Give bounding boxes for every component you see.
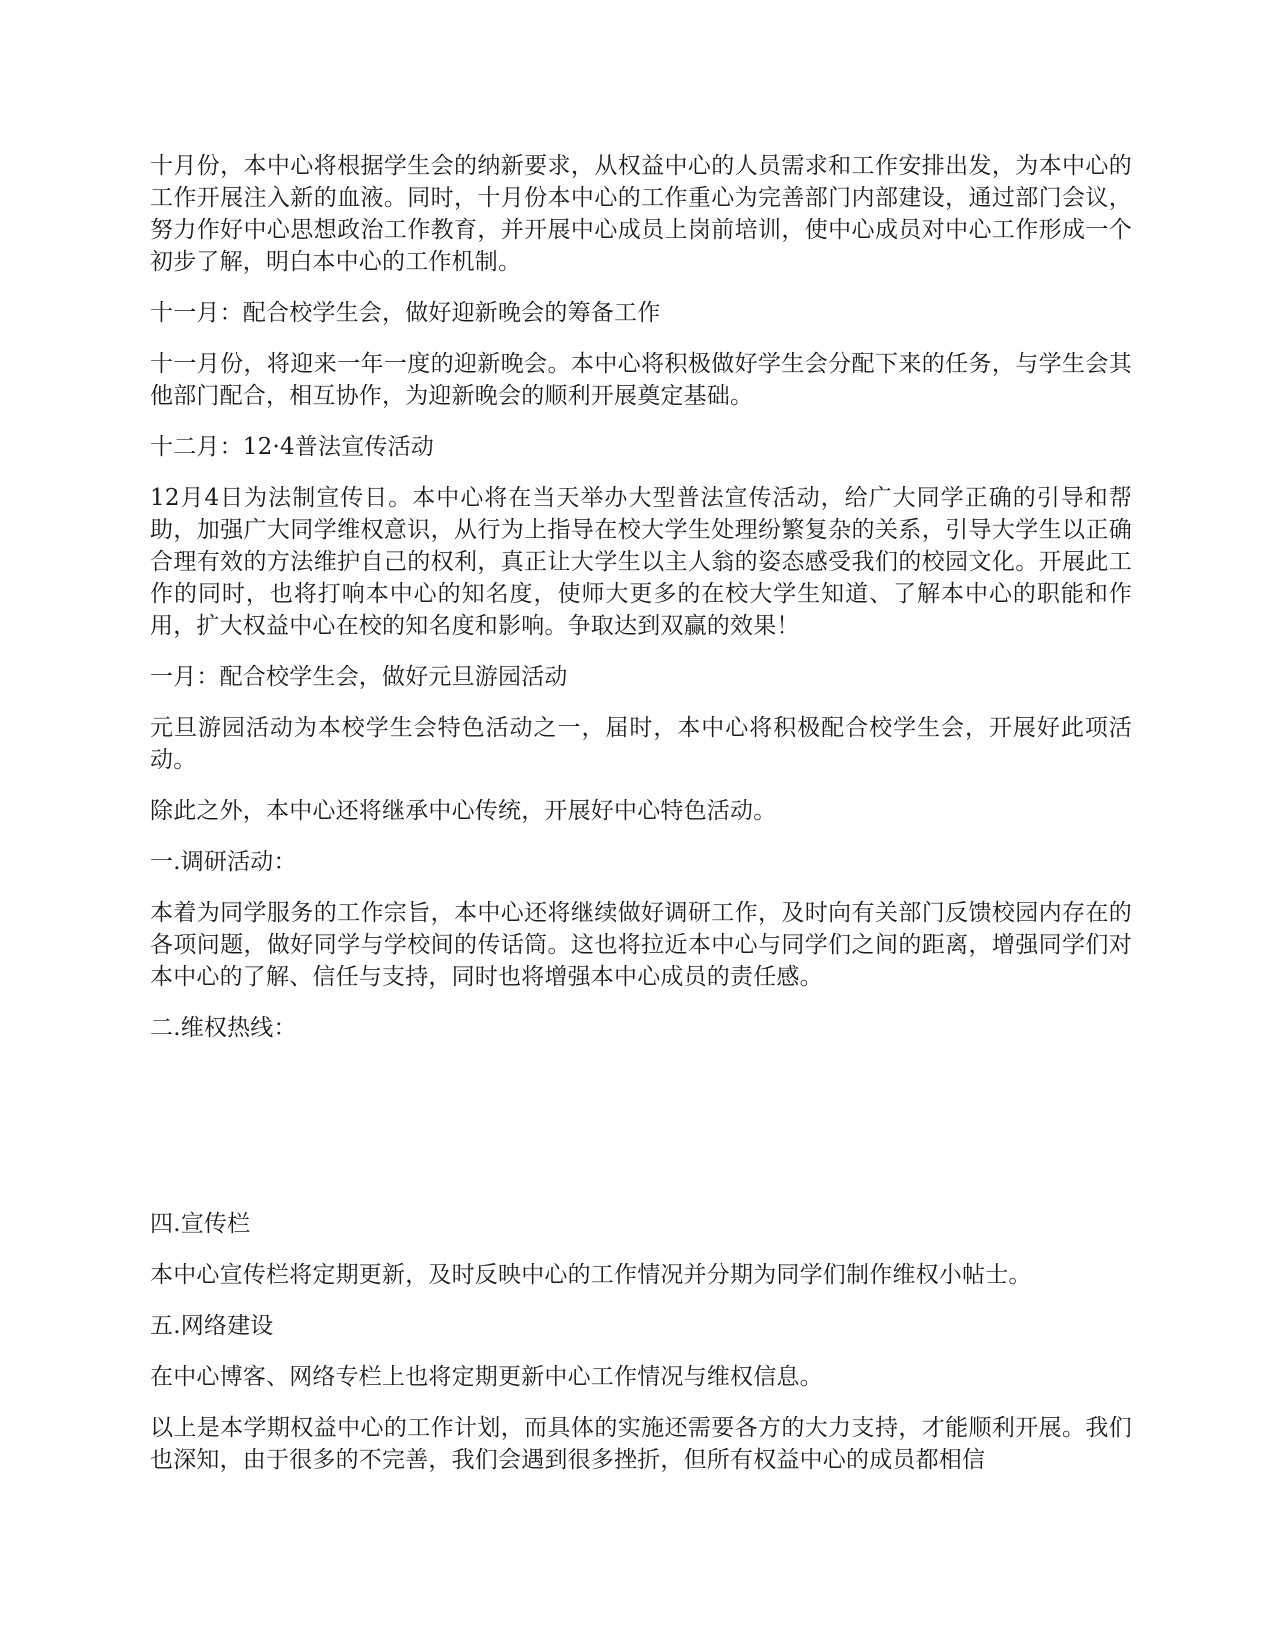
heading-november: 十一月：配合校学生会，做好迎新晚会的筹备工作 bbox=[150, 300, 661, 326]
heading-network: 五.网络建设 bbox=[150, 1313, 274, 1339]
heading-january: 一月：配合校学生会，做好元旦游园活动 bbox=[150, 664, 568, 690]
heading-bulletin-board: 四.宣传栏 bbox=[150, 1211, 251, 1237]
paragraph-december-plan: 12月4日为法制宣传日。本中心将在当天举办大型普法宣传活动，给广大同学正确的引导和帮助，加强广大同学维权意识，从行为上指导在校大学生处理纷繁复杂的关系，引导大学生以正确合理有效的方法维护自己的权利，真正让大学生以主人翁的姿态感受我们的校园文化。开展此工作的同时，也将打响本中心的知名度，使师大更多的在校大学生知道、了解本中心的职能和作用，扩大权益中心在校的知名度和影响。争取达到双赢的效果！ bbox=[150, 485, 1132, 639]
heading-december: 十二月：12·4普法宣传活动 bbox=[150, 434, 435, 460]
blank-space bbox=[150, 1063, 1132, 1208]
paragraph-conclusion: 以上是本学期权益中心的工作计划，而具体的实施还需要各方的大力支持，才能顺利开展。我们也深知，由于很多的不完善，我们会遇到很多挫折，但所有权益中心的成员都相信 bbox=[150, 1415, 1132, 1473]
paragraph-research: 本着为同学服务的工作宗旨，本中心还将继续做好调研工作，及时向有关部门反馈校园内存在的各项问题，做好同学与学校间的传话筒。这也将拉近本中心与同学们之间的距离，增强同学们对本中心的了解、信任与支持，同时也将增强本中心成员的责任感。 bbox=[150, 900, 1132, 990]
paragraph-january-plan: 元旦游园活动为本校学生会特色活动之一，届时，本中心将积极配合校学生会，开展好此项活动。 bbox=[150, 715, 1132, 773]
paragraph-network: 在中心博客、网络专栏上也将定期更新中心工作情况与维权信息。 bbox=[150, 1364, 823, 1390]
paragraph-bulletin-board: 本中心宣传栏将定期更新，及时反映中心的工作情况并分期为同学们制作维权小帖士。 bbox=[150, 1262, 1032, 1288]
heading-hotline: 二.维权热线： bbox=[150, 1015, 297, 1041]
paragraph-october-plan: 十月份，本中心将根据学生会的纳新要求，从权益中心的人员需求和工作安排出发，为本中心的工作开展注入新的血液。同时，十月份本中心的工作重心为完善部门内部建设，通过部门会议，努力作好中心思想政治工作教育，并开展中心成员上岗前培训，使中心成员对中心工作形成一个初步了解，明白本中心的工作机制。 bbox=[150, 153, 1132, 275]
paragraph-special-activities: 除此之外，本中心还将继承中心传统，开展好中心特色活动。 bbox=[150, 798, 777, 824]
paragraph-november-plan: 十一月份，将迎来一年一度的迎新晚会。本中心将积极做好学生会分配下来的任务，与学生会其他部门配合，相互协作，为迎新晚会的顺利开展奠定基础。 bbox=[150, 351, 1132, 409]
document-body bbox=[150, 150, 1132, 1495]
heading-research: 一.调研活动： bbox=[150, 849, 297, 875]
